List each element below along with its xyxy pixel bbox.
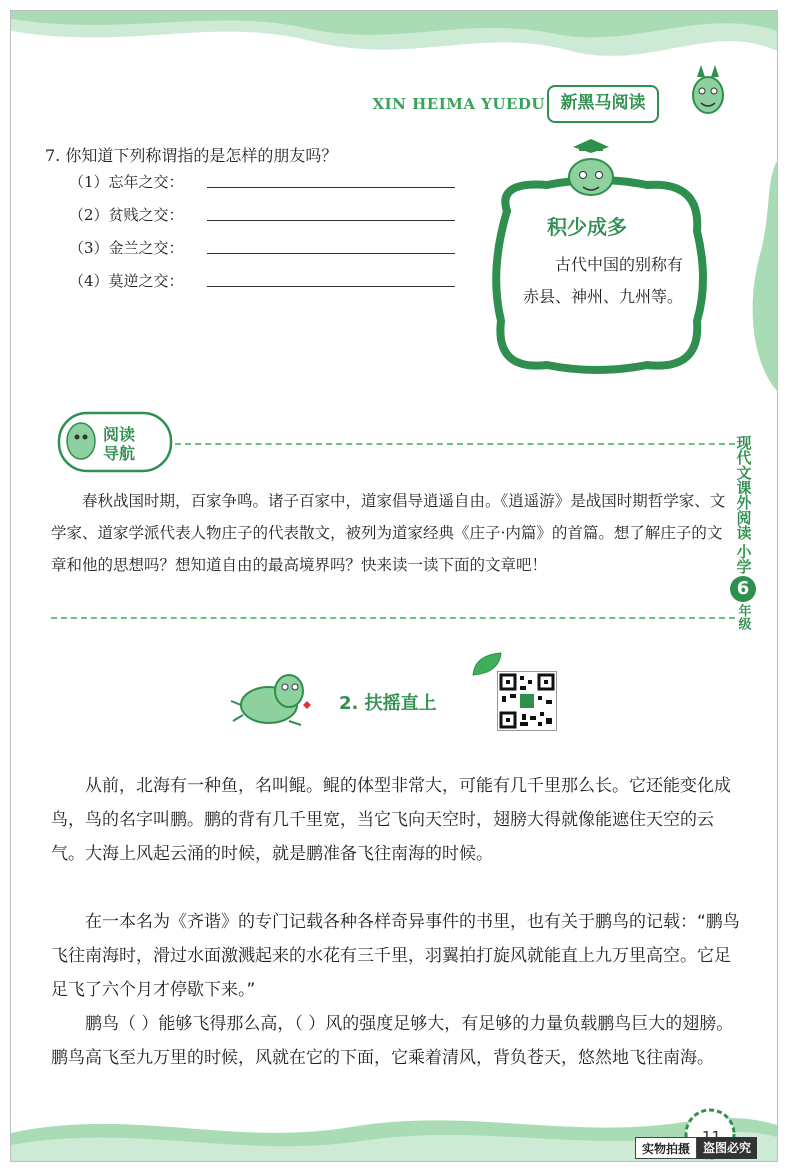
series-title-chinese: 新黑马阅读	[547, 85, 659, 123]
horse-graduate-icon	[559, 137, 623, 201]
horse-mascot-icon	[685, 61, 731, 117]
tip-title: 积少成多	[547, 215, 627, 239]
answer-blank-line[interactable]	[207, 253, 455, 254]
question-7-title: 7. 你知道下列称谓指的是怎样的朋友吗？	[45, 146, 338, 165]
series-title-english: XIN HEIMA YUEDU	[372, 95, 545, 113]
watermark-stamp	[635, 1137, 757, 1159]
reading-nav-label-line1: 阅读	[103, 425, 136, 444]
answer-blank-line[interactable]	[207, 286, 455, 287]
story-title: 2. 扶摇直上	[339, 693, 437, 714]
tip-text: 古代中国的别称有赤县、神州、九州等。	[523, 255, 684, 306]
running-horse-icon	[229, 665, 315, 735]
side-book-title: 现代文课外阅读	[734, 435, 753, 540]
story-paragraph: 从前，北海有一种鱼，名叫鲲。鲲的体型非常大，可能有几千里那么长。它还能变化成鸟，鸟的名字叫鹏。鹏的背有几千里宽，当它飞向天空时，翅膀大得就像能遮住天空的云气。大海上风起云涌的时候，就是鹏准备飞往南海的时候。	[51, 776, 731, 864]
stamp-left: 实物拍摄	[635, 1137, 697, 1159]
question-item: （4）莫逆之交：	[69, 272, 184, 290]
story-paragraph: 在一本名为《齐谐》的专门记载各种各样奇异事件的书里，也有关于鹏鸟的记载：“鹏鸟飞往南海时，滑过水面激溅起来的水花有三千里，羽翼拍打旋风就能直上九万里高空。它足足飞了六个月才停歇下来。”	[51, 912, 740, 1000]
top-wave-decoration	[11, 11, 777, 81]
dashed-divider	[51, 617, 735, 619]
reading-nav-label	[103, 425, 135, 463]
reading-nav-text: 春秋战国时期，百家争鸣。诸子百家中，道家倡导逍遥自由。《逍遥游》是战国时期哲学家、文学家、道家学派代表人物庄子的代表散文，被列为道家经典《庄子·内篇》的首篇。想了解庄子的文章和他的思想吗？想知道自由的最高境界吗？快来读一读下面的文章吧！	[51, 492, 726, 574]
qr-code-icon[interactable]	[497, 671, 557, 731]
stamp-right: 盗图必究	[697, 1137, 757, 1159]
grade-number-badge: 6	[730, 576, 756, 602]
side-grade-unit: 年级	[735, 604, 751, 630]
side-label	[729, 435, 757, 630]
answer-blank-line[interactable]	[207, 220, 455, 221]
side-level: 小学	[734, 544, 753, 574]
reading-nav-label-line2: 导航	[103, 444, 136, 463]
right-wave-decoration	[741, 161, 777, 391]
question-item: （1）忘年之交：	[69, 173, 184, 191]
book-page	[10, 10, 778, 1162]
answer-blank-line[interactable]	[207, 187, 455, 188]
question-item: （3）金兰之交：	[69, 239, 184, 257]
question-item: （2）贫贱之交：	[69, 206, 184, 224]
dashed-divider	[175, 443, 735, 445]
story-paragraph: 鹏鸟（ ）能够飞得那么高，（ ）风的强度足够大，有足够的力量负载鹏鸟巨大的翅膀。鹏鸟高飞至九万里的时候，风就在它的下面，它乘着清风，背负苍天，悠然地飞往南海。	[51, 1014, 734, 1068]
